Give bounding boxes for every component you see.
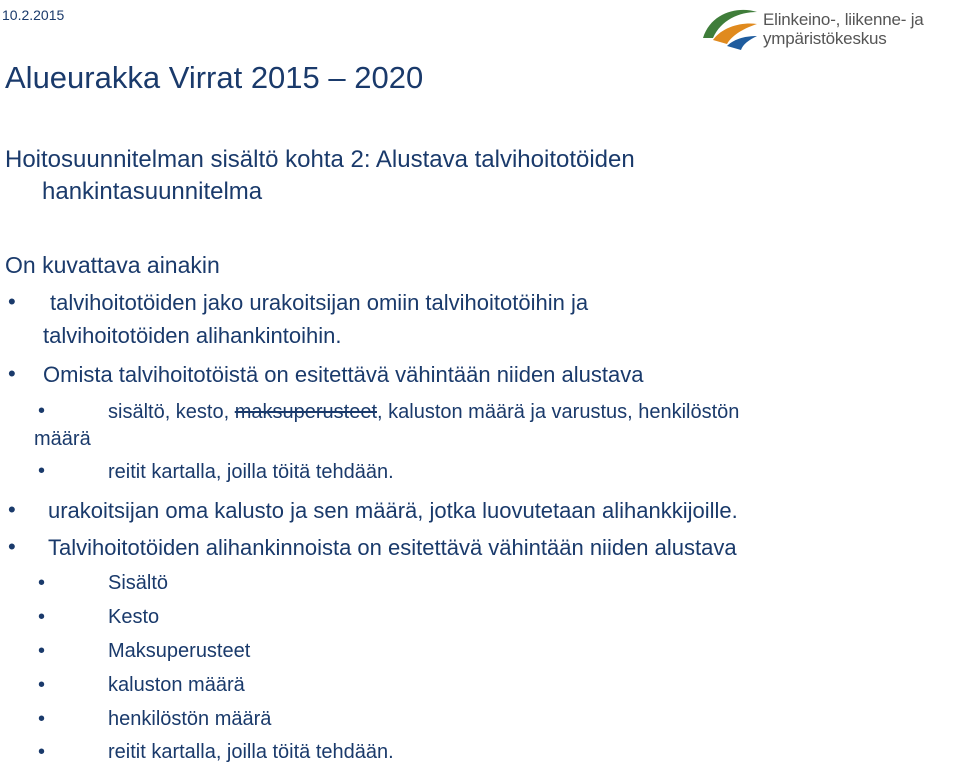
- bullet-dot: •: [8, 361, 16, 386]
- sub-1-strikethrough: maksuperusteet: [234, 401, 378, 423]
- bullet-4-sub-item: Maksuperusteet: [108, 640, 251, 662]
- subtitle-line-1: Hoitosuunnitelman sisältö kohta 2: Alustava talvihoitotöiden: [5, 146, 635, 173]
- bullet-4-sub-item: reitit kartalla, joilla töitä tehdään.: [108, 741, 394, 763]
- sub-bullet-dot: •: [38, 674, 46, 696]
- sub-1-pre: sisältö, kesto,: [108, 401, 235, 423]
- slide-date: 10.2.2015: [2, 7, 65, 23]
- bullet-4-sub-item: Sisältö: [108, 572, 169, 594]
- bullet-2-text: Omista talvihoitotöistä on esitettävä vähintään niiden alustava: [43, 362, 644, 387]
- sub-bullet-dot: •: [38, 741, 46, 763]
- page-title: Alueurakka Virrat 2015 – 2020: [5, 60, 424, 95]
- logo-line-1: Elinkeino-, liikenne- ja: [763, 10, 924, 29]
- bullet-4-sub-item: Kesto: [108, 606, 160, 628]
- bullet-4-text: Talvihoitotöiden alihankinnoista on esitettävä vähintään niiden alustava: [48, 535, 737, 560]
- subtitle-line-2: hankintasuunnitelma: [42, 178, 263, 205]
- bullet-2-sub-2: reitit kartalla, joilla töitä tehdään.: [108, 461, 394, 483]
- ely-logo: [701, 4, 941, 52]
- bullet-3-text: urakoitsijan oma kalusto ja sen määrä, jotka luovutetaan alihankkijoille.: [48, 498, 738, 523]
- ely-logo-text: [763, 10, 924, 48]
- bullet-4-sub-item: henkilöstön määrä: [108, 708, 272, 730]
- bullet-dot: •: [8, 534, 16, 559]
- bullet-1-line-2: talvihoitotöiden alihankintoihin.: [43, 323, 342, 348]
- page-subtitle: [5, 144, 635, 208]
- sub-bullet-dot: •: [38, 708, 46, 730]
- sub-bullet-dot: •: [38, 572, 46, 594]
- sub-bullet-dot: •: [38, 640, 46, 662]
- bullet-1-line-1: talvihoitotöiden jako urakoitsijan omiin talvihoitotöihin ja: [50, 290, 589, 315]
- logo-line-2: ympäristökeskus: [763, 29, 887, 48]
- sub-bullet-dot: •: [38, 606, 46, 628]
- bullet-dot: •: [8, 289, 16, 314]
- bullet-4-sub-item: kaluston määrä: [108, 674, 245, 696]
- bullet-2-sub-1: [108, 401, 739, 424]
- sub-bullet-dot: •: [38, 460, 46, 482]
- section-heading: On kuvattava ainakin: [5, 252, 220, 278]
- sub-1-post: , kaluston määrä ja varustus, henkilöstön: [377, 401, 740, 423]
- sub-bullet-dot: •: [38, 400, 46, 422]
- bullet-2-sub-1-wrap: määrä: [34, 428, 91, 450]
- ely-logo-mark-icon: [701, 4, 761, 52]
- bullet-dot: •: [8, 497, 16, 522]
